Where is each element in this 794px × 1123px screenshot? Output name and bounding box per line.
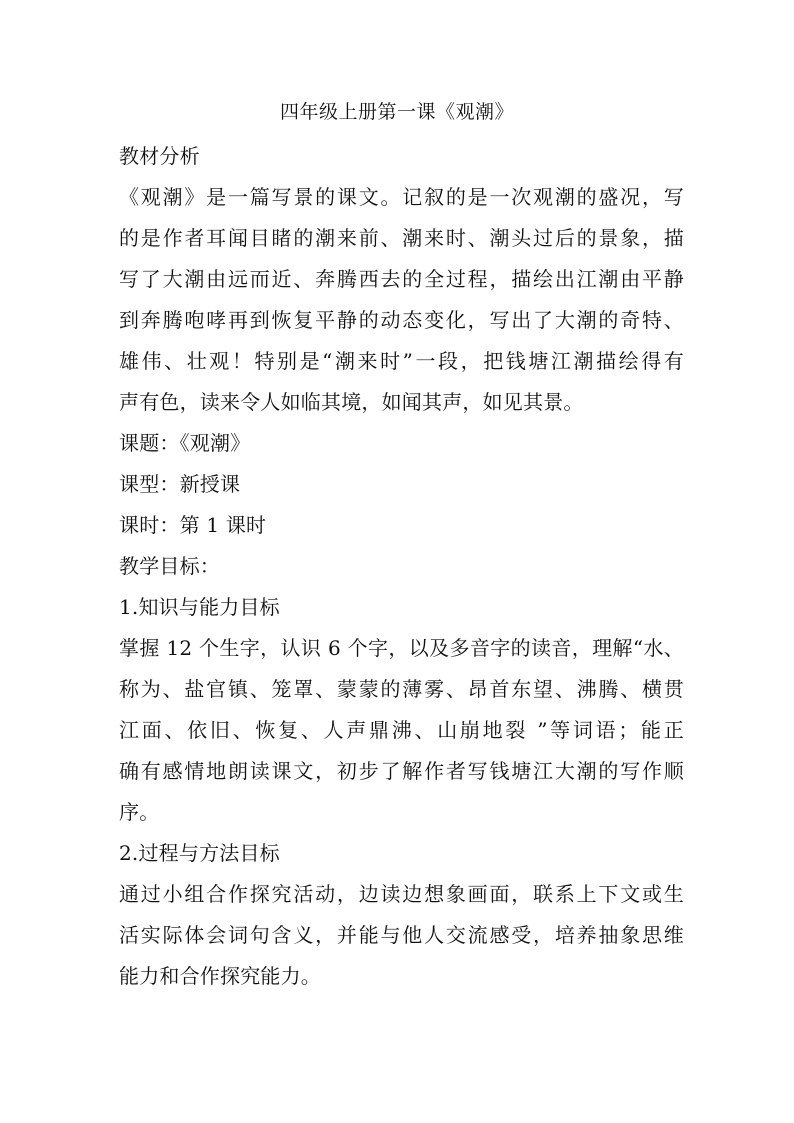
lesson-topic: 课题：《观潮》: [119, 431, 251, 455]
goal1-heading: 1.知识与能力目标: [119, 595, 280, 619]
lesson-type: 课型：新授课: [119, 472, 241, 496]
goal1-line: 称为、盐官镇、笼罩、蒙蒙的薄雾、昂首东望、沸腾、横贯: [119, 677, 684, 701]
goals-heading: 教学目标：: [119, 554, 220, 578]
goal1-line: 掌握 12 个生字，认识 6 个字，以及多音字的读音，理解“水、: [119, 636, 684, 660]
document-title: 四年级上册第一课《观潮》: [279, 101, 514, 123]
goal1-line: 序。: [119, 800, 160, 824]
goal2-line: 活实际体会词句含义，并能与他人交流感受，培养抽象思维: [119, 923, 684, 947]
section-heading-analysis: 教材分析: [119, 144, 200, 168]
goal2-line: 能力和合作探究能力。: [119, 964, 321, 988]
lesson-period: 课时：第 1 课时: [119, 513, 267, 537]
goal2-line: 通过小组合作探究活动，边读边想象画面，联系上下文或生: [119, 882, 684, 906]
goal2-heading: 2.过程与方法目标: [119, 841, 280, 865]
analysis-line: 的是作者耳闻目睹的潮来前、潮来时、潮头过后的景象，描: [119, 226, 684, 250]
analysis-line: 雄伟、壮观！特别是“潮来时”一段，把钱塘江潮描绘得有: [119, 349, 684, 373]
analysis-line: 写了大潮由远而近、奔腾西去的全过程，描绘出江潮由平静: [119, 267, 684, 291]
goal1-line: 江面、依旧、恢复、人声鼎沸、山崩地裂 ”等词语；能正: [119, 718, 684, 742]
document-body: [119, 136, 684, 997]
goal1-line: 确有感情地朗读课文，初步了解作者写钱塘江大潮的写作顺: [119, 759, 684, 783]
analysis-line: 到奔腾咆哮再到恢复平静的动态变化，写出了大潮的奇特、: [119, 308, 684, 332]
analysis-line: 《观潮》是一篇写景的课文。记叙的是一次观潮的盛况，写: [119, 185, 684, 209]
analysis-line: 声有色，读来令人如临其境，如闻其声，如见其景。: [119, 390, 584, 414]
